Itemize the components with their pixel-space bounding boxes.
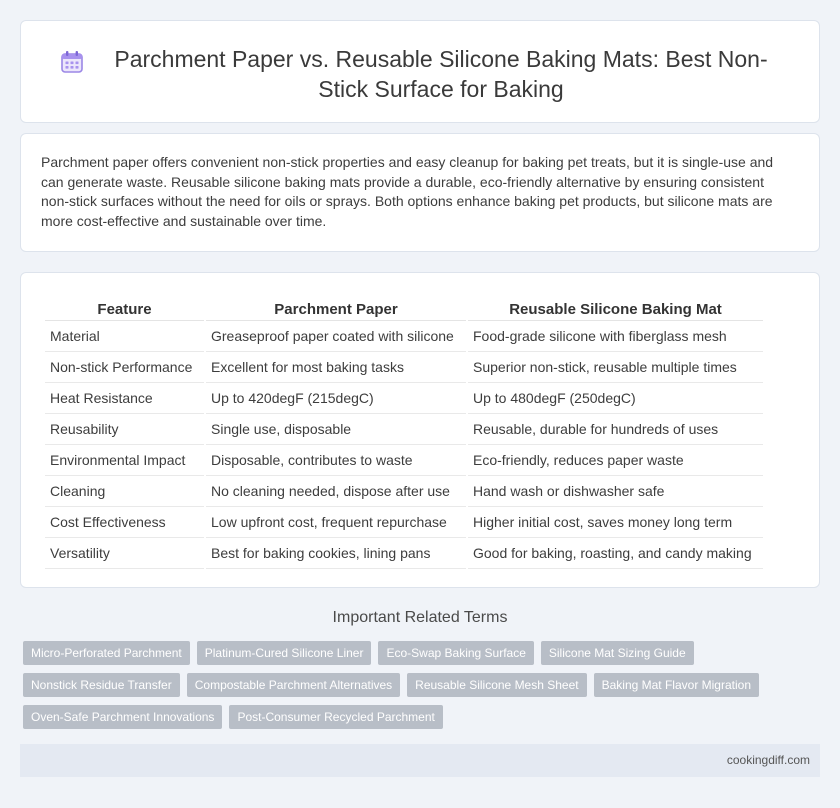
- table-row: [45, 321, 763, 352]
- comparison-card: [20, 272, 820, 588]
- related-term-tag[interactable]: Oven-Safe Parchment Innovations: [23, 705, 222, 729]
- related-terms-tags: [23, 641, 803, 737]
- silicone-cell: Reusable, durable for hundreds of uses: [468, 414, 763, 445]
- silicone-cell: Food-grade silicone with fiberglass mesh: [468, 321, 763, 352]
- silicone-cell: Good for baking, roasting, and candy making: [468, 538, 763, 569]
- related-term-tag[interactable]: Nonstick Residue Transfer: [23, 673, 180, 697]
- table-row: [45, 445, 763, 476]
- silicone-cell: Up to 480degF (250degC): [468, 383, 763, 414]
- table-header-row: [45, 293, 763, 321]
- parchment-cell: Best for baking cookies, lining pans: [206, 538, 466, 569]
- related-term-tag[interactable]: Post-Consumer Recycled Parchment: [229, 705, 442, 729]
- feature-cell: Cleaning: [45, 476, 204, 507]
- silicone-cell: Higher initial cost, saves money long term: [468, 507, 763, 538]
- table-row: [45, 383, 763, 414]
- page-title: Parchment Paper vs. Reusable Silicone Baking Mats: Best Non-Stick Surface for Baking: [114, 46, 768, 102]
- table-row: [45, 352, 763, 383]
- feature-cell: Material: [45, 321, 204, 352]
- related-term-tag[interactable]: Baking Mat Flavor Migration: [594, 673, 759, 697]
- intro-card: [20, 133, 820, 252]
- comparison-table: [43, 293, 765, 569]
- silicone-cell: Hand wash or dishwasher safe: [468, 476, 763, 507]
- calendar-icon: [59, 49, 85, 75]
- related-term-tag[interactable]: Eco-Swap Baking Surface: [378, 641, 533, 665]
- related-term-tag[interactable]: Reusable Silicone Mesh Sheet: [407, 673, 586, 697]
- related-term-tag[interactable]: Silicone Mat Sizing Guide: [541, 641, 694, 665]
- table-row: [45, 414, 763, 445]
- parchment-cell: Greaseproof paper coated with silicone: [206, 321, 466, 352]
- feature-cell: Heat Resistance: [45, 383, 204, 414]
- silicone-cell: Superior non-stick, reusable multiple times: [468, 352, 763, 383]
- table-row: [45, 507, 763, 538]
- silicone-cell: Eco-friendly, reduces paper waste: [468, 445, 763, 476]
- table-row: [45, 538, 763, 569]
- tag-row: [23, 641, 803, 665]
- feature-cell: Cost Effectiveness: [45, 507, 204, 538]
- feature-cell: Versatility: [45, 538, 204, 569]
- table-row: [45, 476, 763, 507]
- related-term-tag[interactable]: Micro-Perforated Parchment: [23, 641, 190, 665]
- header-silicone: Reusable Silicone Baking Mat: [468, 293, 763, 321]
- header-feature: Feature: [45, 293, 204, 321]
- feature-cell: Non-stick Performance: [45, 352, 204, 383]
- tag-row: [23, 705, 803, 729]
- header-parchment: Parchment Paper: [206, 293, 466, 321]
- related-term-tag[interactable]: Compostable Parchment Alternatives: [187, 673, 400, 697]
- title-wrap: [21, 44, 819, 104]
- feature-cell: Environmental Impact: [45, 445, 204, 476]
- parchment-cell: Low upfront cost, frequent repurchase: [206, 507, 466, 538]
- parchment-cell: Up to 420degF (215degC): [206, 383, 466, 414]
- related-terms-heading: Important Related Terms: [332, 609, 508, 626]
- related-term-tag[interactable]: Platinum-Cured Silicone Liner: [197, 641, 372, 665]
- footer: [20, 744, 820, 777]
- footer-site-link[interactable]: cookingdiff.com: [726, 753, 810, 767]
- parchment-cell: Single use, disposable: [206, 414, 466, 445]
- intro-paragraph: Parchment paper offers convenient non-stick properties and easy cleanup for baking pet treats, but it is single-use and can generate waste. Reusable silicone baking mats provide a durable, eco-friendly alternative by ensuring consistent non-stick surfaces without the need for oils or sprays. Both options enhance baking pet products, but silicone mats are more cost-effective and sustainable over time.: [41, 154, 774, 229]
- parchment-cell: Excellent for most baking tasks: [206, 352, 466, 383]
- parchment-cell: No cleaning needed, dispose after use: [206, 476, 466, 507]
- parchment-cell: Disposable, contributes to waste: [206, 445, 466, 476]
- feature-cell: Reusability: [45, 414, 204, 445]
- header-card: [20, 20, 820, 123]
- tag-row: [23, 673, 803, 697]
